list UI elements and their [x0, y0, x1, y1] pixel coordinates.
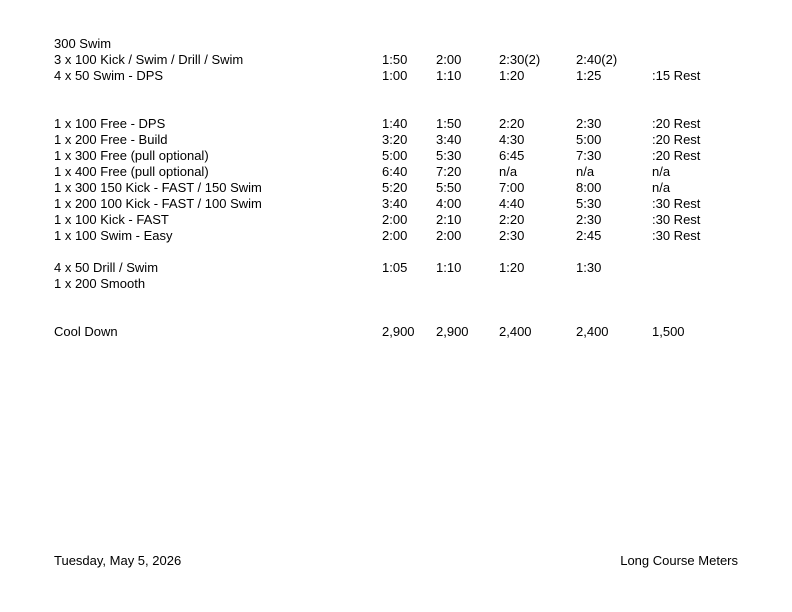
interval-group-2: 1:10	[436, 260, 462, 275]
footer-date: Tuesday, May 5, 2026	[54, 553, 182, 568]
interval-group-3: n/a	[499, 164, 518, 179]
interval-group-1: 1:00	[382, 68, 408, 83]
interval-group-4: 2:45	[576, 228, 602, 243]
interval-group-4: 2:30	[576, 116, 602, 131]
interval-group-3: 2:30	[499, 228, 525, 243]
interval-group-3: 4:30	[499, 132, 525, 147]
workout-row	[0, 116, 792, 132]
interval-group-1: 3:20	[382, 132, 408, 147]
rest-interval: :15 Rest	[652, 68, 701, 83]
row-description: 300 Swim	[54, 36, 112, 51]
workout-row	[0, 212, 792, 228]
interval-group-2: 1:10	[436, 68, 462, 83]
interval-group-4: n/a	[576, 164, 595, 179]
rest-interval: :30 Rest	[652, 196, 701, 211]
interval-group-3: 7:00	[499, 180, 525, 195]
workout-row	[0, 132, 792, 148]
interval-group-2: 2:00	[436, 52, 462, 67]
interval-group-2: 2:00	[436, 228, 462, 243]
interval-group-4: 5:00	[576, 132, 602, 147]
interval-group-4: 1:30	[576, 260, 602, 275]
rest-interval: :30 Rest	[652, 212, 701, 227]
rest-interval: :20 Rest	[652, 148, 701, 163]
workout-row	[0, 148, 792, 164]
workout-row	[0, 36, 792, 52]
interval-group-1: 2:00	[382, 228, 408, 243]
interval-group-2: 3:40	[436, 132, 462, 147]
row-description: 1 x 200 100 Kick - FAST / 100 Swim	[54, 196, 262, 211]
interval-group-1: 1:50	[382, 52, 408, 67]
interval-group-1: 5:20	[382, 180, 408, 195]
workout-row	[0, 228, 792, 244]
workout-row	[0, 164, 792, 180]
interval-group-2: 5:50	[436, 180, 462, 195]
total-group-1: 2,900	[382, 324, 415, 339]
interval-group-2: 5:30	[436, 148, 462, 163]
row-description: 1 x 400 Free (pull optional)	[54, 164, 209, 179]
workout-row	[0, 52, 792, 68]
interval-group-3: 2:20	[499, 116, 525, 131]
row-description: 4 x 50 Drill / Swim	[54, 260, 159, 275]
interval-group-1: 5:00	[382, 148, 408, 163]
interval-group-3: 6:45	[499, 148, 525, 163]
total-group-4: 2,400	[576, 324, 609, 339]
rest-interval: :30 Rest	[652, 228, 701, 243]
rest-interval: n/a	[652, 180, 671, 195]
workout-row	[0, 260, 792, 276]
footer-course-type: Long Course Meters	[620, 553, 738, 568]
row-description: 1 x 300 150 Kick - FAST / 150 Swim	[54, 180, 262, 195]
interval-group-1: 6:40	[382, 164, 408, 179]
row-description: Cool Down	[54, 324, 118, 339]
interval-group-2: 4:00	[436, 196, 462, 211]
total-group-2: 2,900	[436, 324, 469, 339]
interval-group-4: 5:30	[576, 196, 602, 211]
row-description: 1 x 100 Free - DPS	[54, 116, 166, 131]
interval-group-1: 1:05	[382, 260, 408, 275]
total-group-5: 1,500	[652, 324, 685, 339]
workout-row	[0, 196, 792, 212]
interval-group-1: 3:40	[382, 196, 408, 211]
row-description: 1 x 300 Free (pull optional)	[54, 148, 209, 163]
interval-group-2: 1:50	[436, 116, 462, 131]
interval-group-3: 1:20	[499, 68, 525, 83]
interval-group-3: 2:30(2)	[499, 52, 541, 67]
rest-interval: :20 Rest	[652, 132, 701, 147]
workout-row	[0, 276, 792, 292]
interval-group-1: 2:00	[382, 212, 408, 227]
cool-down-row	[0, 324, 792, 340]
interval-group-4: 2:40(2)	[576, 52, 618, 67]
interval-group-4: 8:00	[576, 180, 602, 195]
interval-group-3: 2:20	[499, 212, 525, 227]
interval-group-2: 7:20	[436, 164, 462, 179]
interval-group-4: 2:30	[576, 212, 602, 227]
row-description: 4 x 50 Swim - DPS	[54, 68, 164, 83]
interval-group-4: 1:25	[576, 68, 602, 83]
row-description: 1 x 200 Smooth	[54, 276, 146, 291]
row-description: 1 x 200 Free - Build	[54, 132, 168, 147]
interval-group-3: 1:20	[499, 260, 525, 275]
interval-group-4: 7:30	[576, 148, 602, 163]
row-description: 1 x 100 Kick - FAST	[54, 212, 169, 227]
total-group-3: 2,400	[499, 324, 532, 339]
interval-group-1: 1:40	[382, 116, 408, 131]
rest-interval: :20 Rest	[652, 116, 701, 131]
workout-row	[0, 180, 792, 196]
row-description: 3 x 100 Kick / Swim / Drill / Swim	[54, 52, 244, 67]
interval-group-2: 2:10	[436, 212, 462, 227]
row-description: 1 x 100 Swim - Easy	[54, 228, 173, 243]
rest-interval: n/a	[652, 164, 671, 179]
interval-group-3: 4:40	[499, 196, 525, 211]
workout-row	[0, 68, 792, 84]
